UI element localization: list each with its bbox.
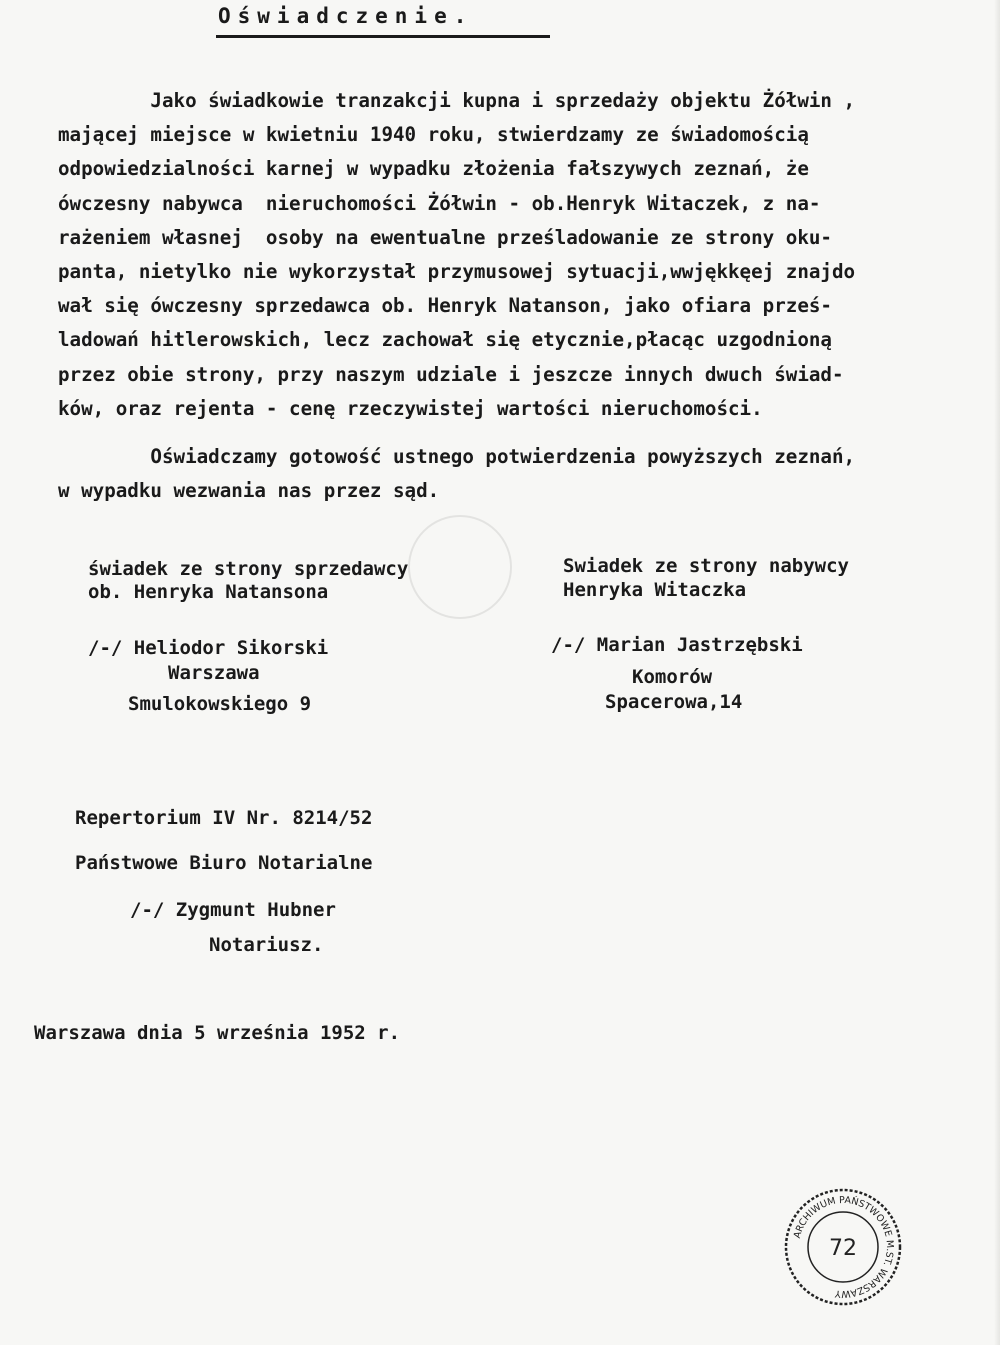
witness-left-address: Smulokowskiego 9: [128, 693, 312, 715]
declaration-paragraph: [58, 440, 978, 508]
notary-office: Państwowe Biuro Notarialne: [75, 852, 373, 874]
paragraph-line: przez obie strony, przy naszym udziale i jeszcze innych dwuch świad-: [58, 362, 844, 386]
paragraph-line: wał się ówczesny sprzedawca ob. Henryk Natanson, jako ofiara prześ-: [58, 294, 832, 318]
notary-role: Notariusz.: [209, 934, 324, 956]
document-title: Oświadczenie.: [218, 4, 474, 28]
witness-right-signature: /-/ Marian Jastrzębski: [551, 634, 803, 656]
paragraph-line: Oświadczamy gotowość ustnego potwierdzenia powyższych zeznań,: [58, 445, 856, 468]
archive-stamp: [783, 1187, 903, 1307]
notary-signature: /-/ Zygmunt Hubner: [130, 899, 336, 921]
witness-right-subheading: Henryka Witaczka: [563, 579, 747, 601]
witness-right-city: Komorów: [632, 666, 713, 688]
witness-right-address: Spacerowa,14: [605, 691, 743, 713]
paragraph-line: Jako świadkowie tranzakcji kupna i sprzedaży objektu Żółwin ,: [58, 89, 856, 112]
date-line: Warszawa dnia 5 września 1952 r.: [34, 1022, 401, 1044]
paragraph-line: panta, nietylko nie wykorzystał przymusowej sytuacji,wwjękkęej znajdo: [58, 260, 856, 284]
paragraph-line: ówczesny nabywca nieruchomości Żółwin - ob.Henryk Witaczek, z na-: [58, 191, 821, 215]
paragraph-line: w wypadku wezwania nas przez sąd.: [58, 479, 440, 503]
paragraph-line: rażeniem własnej osoby na ewentualne prześladowanie ze strony oku-: [58, 225, 832, 249]
paragraph-line: odpowiedzialności karnej w wypadku złożenia fałszywych zeznań, że: [58, 157, 809, 181]
paragraph-line: ladowań hitlerowskich, lecz zachował się etycznie,płacąc uzgodnioną: [58, 328, 832, 352]
faint-stamp-mark: [408, 515, 512, 619]
witness-left-signature: /-/ Heliodor Sikorski: [88, 637, 329, 659]
title-underline: [216, 35, 550, 38]
stamp-number: 72: [829, 1236, 857, 1261]
witness-left-heading: świadek ze strony sprzedawcy: [88, 558, 409, 580]
witness-left-subheading: ob. Henryka Natansona: [88, 581, 329, 603]
stamp-ring-text: ARCHIWUM PAŃSTWOWE M.ST. WARSZAWY: [791, 1194, 896, 1300]
statement-paragraph: [58, 84, 978, 426]
paragraph-line: mającej miejsce w kwietniu 1940 roku, stwierdzamy ze świadomością: [58, 123, 809, 147]
repertorium-number: Repertorium IV Nr. 8214/52: [75, 807, 373, 829]
paragraph-line: ków, oraz rejenta - cenę rzeczywistej wartości nieruchomości.: [58, 396, 763, 420]
witness-left-city: Warszawa: [168, 662, 260, 684]
witness-right-heading: Swiadek ze strony nabywcy: [563, 555, 849, 577]
page-edge-shadow: [994, 0, 1000, 1345]
